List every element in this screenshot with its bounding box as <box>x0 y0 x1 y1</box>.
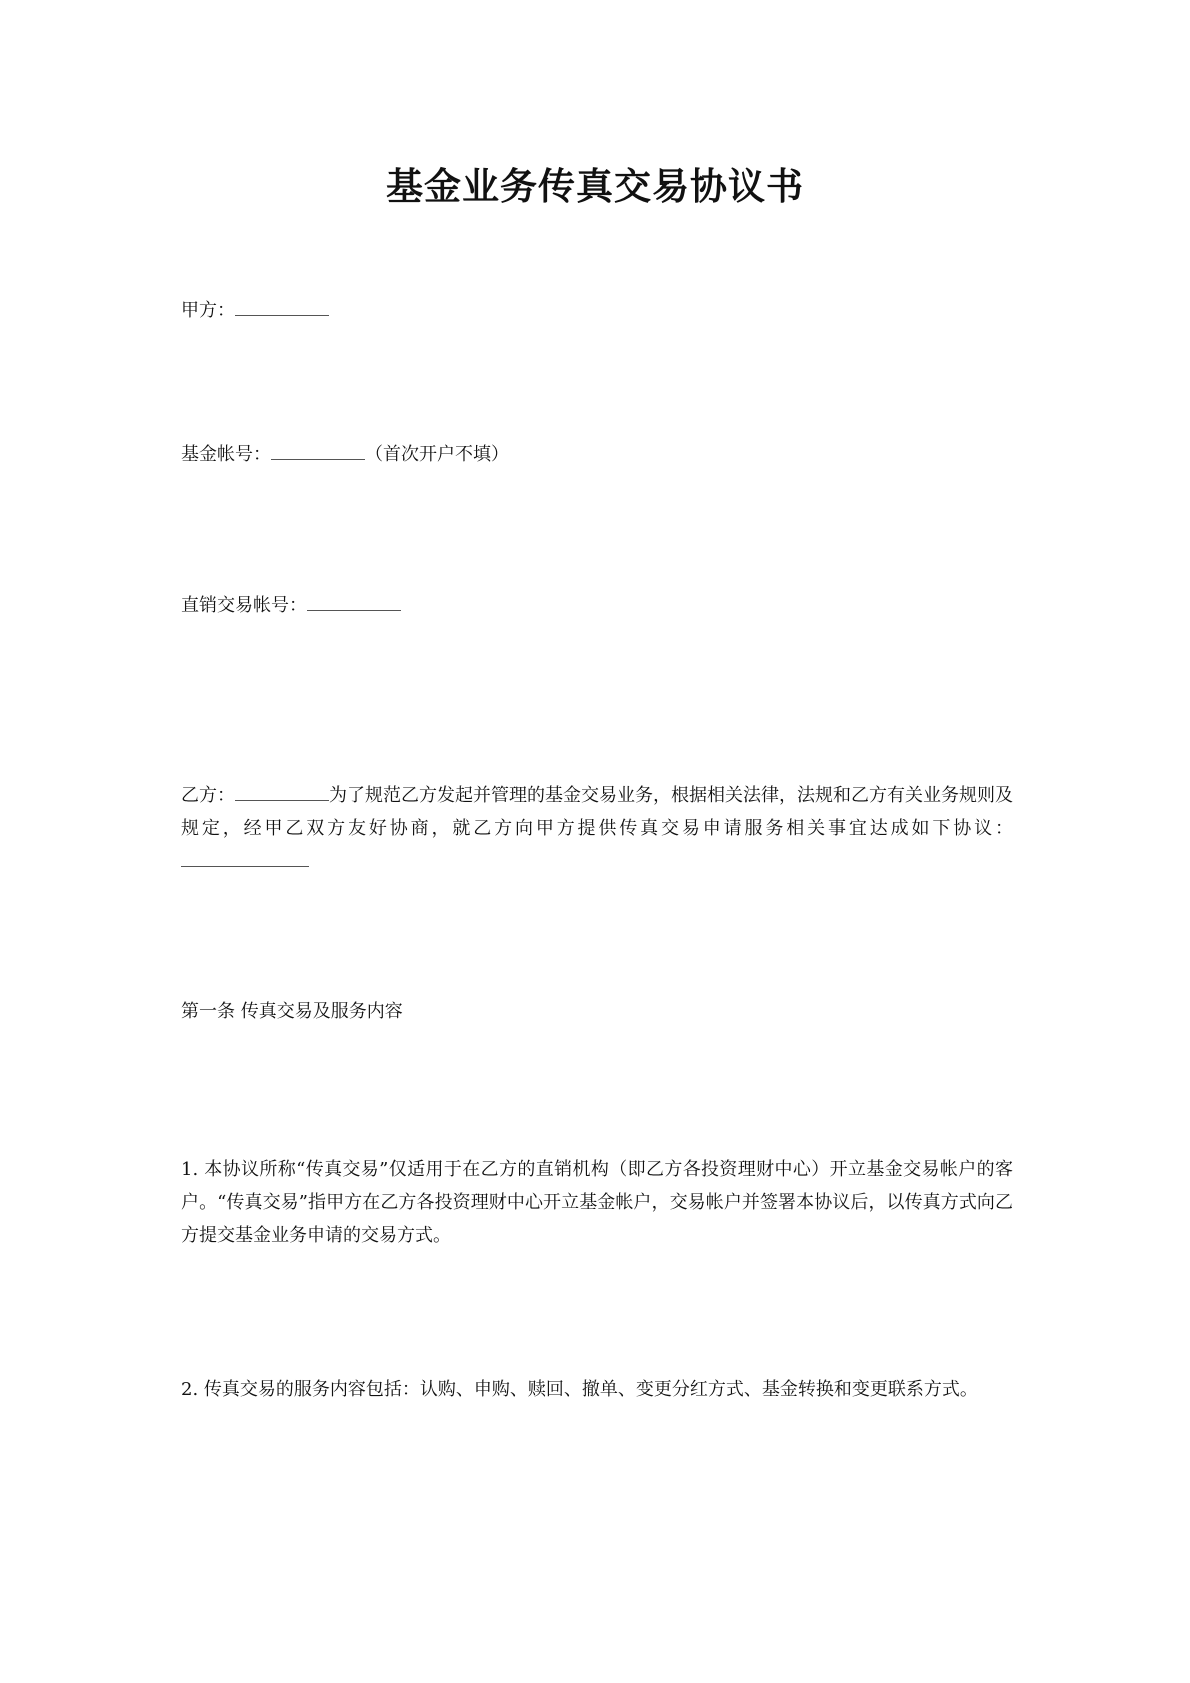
article-1-clause-1: 1. 本协议所称“传真交易”仅适用于在乙方的直销机构（即乙方各投资理财中心）开立基金交易帐户的客户。“传真交易”指甲方在乙方各投资理财中心开立基金帐户，交易帐户并签署本协议后，以传真方式向乙方提交基金业务申请的交易方式。 <box>181 1159 1013 1246</box>
party-a-blank[interactable] <box>235 297 329 316</box>
party-b-blank[interactable] <box>235 782 329 801</box>
fund-account-blank[interactable] <box>271 441 365 460</box>
party-b-paragraph <box>181 779 1013 878</box>
party-a-line <box>181 297 329 323</box>
fund-account-note: （首次开户不填） <box>365 444 509 465</box>
article-1-clause-2: 2. 传真交易的服务内容包括：认购、申购、赎回、撤单、变更分红方式、基金转换和变更联系方式。 <box>181 1379 978 1400</box>
document-title: 基金业务传真交易协议书 <box>386 164 804 208</box>
direct-account-label: 直销交易帐号： <box>181 595 307 616</box>
article-1-heading: 第一条 传真交易及服务内容 <box>181 1001 403 1022</box>
fund-account-label: 基金帐号： <box>181 444 271 465</box>
direct-account-blank[interactable] <box>307 592 401 611</box>
party-a-label: 甲方： <box>181 300 235 321</box>
fund-account-line <box>181 441 509 467</box>
direct-account-line <box>181 592 401 618</box>
party-b-text: 为了规范乙方发起并管理的基金交易业务，根据相关法律，法规和乙方有关业务规则及规定，经甲乙双方友好协商，就乙方向甲方提供传真交易申请服务相关事宜达成如下协议： <box>181 785 1013 839</box>
party-b-trailing-blank[interactable] <box>181 848 309 867</box>
party-b-label: 乙方： <box>181 785 235 806</box>
